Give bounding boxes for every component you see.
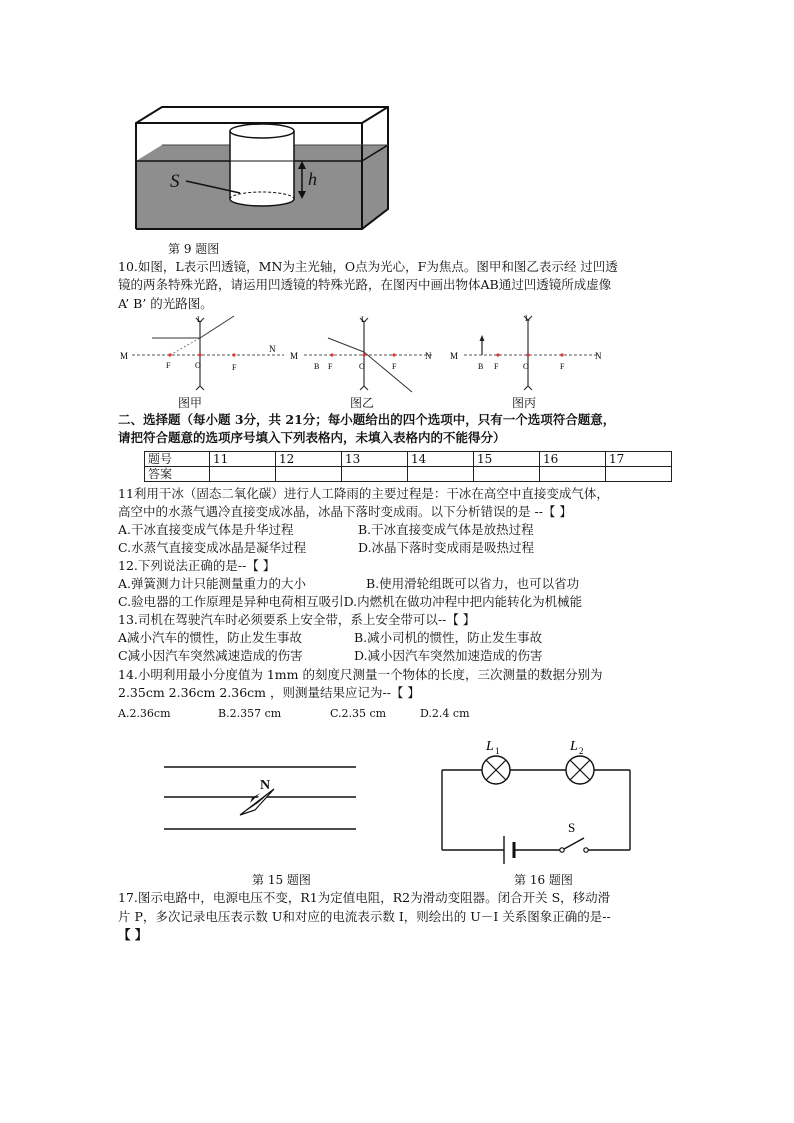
question-number: 13 <box>342 452 408 467</box>
q10-line2: 镜的两条特殊光路，请运用凹透镜的特殊光路，在图丙中画出物体AB通过凹透镜所成虚像 <box>118 277 612 292</box>
q11-line2: 高空中的水蒸气遇冷直接变成冰晶，冰晶下落时变成雨。以下分析错误的是 --【 】 <box>118 504 572 519</box>
question-number: 12 <box>276 452 342 467</box>
answer-cell[interactable] <box>408 467 474 482</box>
svg-text:M: M <box>450 351 459 361</box>
answer-cell[interactable] <box>210 467 276 482</box>
q12-optB: B.使用滑轮组既可以省力，也可以省功 <box>366 576 580 591</box>
svg-text:O: O <box>523 362 529 371</box>
q13-optD: D.减小因汽车突然加速造成的伤害 <box>354 648 543 663</box>
label-n: N <box>260 778 271 793</box>
svg-text:L: L <box>525 314 530 323</box>
svg-text:L: L <box>570 739 578 754</box>
svg-text:L: L <box>361 315 366 324</box>
q13-optB: B.减小司机的惯性，防止发生事故 <box>354 630 543 645</box>
q14-line2: 2.35cm 2.36cm 2.36cm ，则测量结果应记为--【 】 <box>118 685 420 700</box>
question-number: 11 <box>210 452 276 467</box>
q13-stem: 13.司机在驾驶汽车时必须要系上安全带，系上安全带可以--【 】 <box>118 612 476 627</box>
svg-text:F: F <box>392 362 397 371</box>
question-number: 16 <box>540 452 606 467</box>
table-row-answers <box>145 467 672 482</box>
figure-q15 <box>160 755 360 845</box>
q14-optB: B.2.357 cm <box>218 707 282 720</box>
figure-q10-jia <box>118 312 286 394</box>
answer-table <box>144 451 672 482</box>
answer-cell[interactable] <box>606 467 672 482</box>
figure-q10-yi <box>288 312 438 394</box>
svg-text:N: N <box>425 351 432 361</box>
q10-line3: A’ B’ 的光路图。 <box>118 296 213 311</box>
q14-optD: D.2.4 cm <box>420 707 470 720</box>
svg-text:S: S <box>568 820 576 835</box>
q13-optC: C减小因汽车突然减速造成的伤害 <box>118 648 303 663</box>
lamp-l1-icon <box>482 756 510 784</box>
q17-line3: 【 】 <box>118 927 148 942</box>
svg-text:L: L <box>486 739 494 754</box>
svg-text:F: F <box>328 362 333 371</box>
q12-stem: 12.下列说法正确的是--【 】 <box>118 558 276 573</box>
svg-text:F: F <box>232 363 237 372</box>
figure-q9 <box>132 101 392 233</box>
svg-text:2: 2 <box>579 746 584 756</box>
q11-optB: B.干冰直接变成气体是放热过程 <box>358 522 534 537</box>
svg-text:F: F <box>560 362 565 371</box>
q11-optA: A.干冰直接变成气体是升华过程 <box>118 522 294 537</box>
q13-optA: A减小汽车的惯性，防止发生事故 <box>118 630 303 645</box>
svg-text:M: M <box>120 351 129 361</box>
svg-text:L: L <box>197 315 202 324</box>
lamp-l2-icon <box>566 756 594 784</box>
answer-cell[interactable] <box>342 467 408 482</box>
svg-text:F: F <box>494 362 499 371</box>
svg-text:N: N <box>595 351 602 361</box>
q17-line1: 17.图示电路中，电源电压不变，R1为定值电阻，R2为滑动变阻器。闭合开关 S，移动滑 <box>118 890 611 905</box>
caption-bing: 图丙 <box>512 396 537 410</box>
switch-icon <box>560 838 588 852</box>
figure-q10-bing <box>450 312 606 394</box>
svg-text:O: O <box>195 361 201 370</box>
caption-q9: 第 9 题图 <box>168 242 220 256</box>
answer-cell[interactable] <box>540 467 606 482</box>
caption-q15: 第 15 题图 <box>252 873 311 887</box>
caption-jia: 图甲 <box>178 396 203 410</box>
q17-line2: 片 P，多次记录电压表示数 U和对应的电流表示数 I，则绘出的 U－I 关系图象正确的是-- <box>118 909 611 924</box>
q11-line1: 11利用干冰（固态二氧化碳）进行人工降雨的主要过程是：干冰在高空中直接变成气体， <box>118 486 609 501</box>
label-s: S <box>170 171 180 192</box>
q11-optC: C.水蒸气直接变成冰晶是凝华过程 <box>118 540 307 555</box>
caption-yi: 图乙 <box>350 396 375 410</box>
q12-optCD: C.验电器的工作原理是异种电荷相互吸引D.内燃机在做功冲程中把内能转化为机械能 <box>118 594 583 609</box>
q14-line1: 14.小明利用最小分度值为 1mm 的刻度尺测量一个物体的长度，三次测量的数据分别为 <box>118 667 603 682</box>
question-number: 14 <box>408 452 474 467</box>
svg-text:B: B <box>478 362 484 371</box>
svg-text:F: F <box>166 361 171 370</box>
svg-text:1: 1 <box>495 746 500 756</box>
answer-label: 答案 <box>145 467 210 482</box>
answer-cell[interactable] <box>276 467 342 482</box>
figure-q16 <box>438 736 634 864</box>
section2-line1: 二、选择题（每小题 3分，共 21分；每小题给出的四个选项中，只有一个选项符合题意， <box>118 412 616 427</box>
svg-text:B: B <box>314 362 320 371</box>
header-label: 题号 <box>145 452 210 467</box>
q14-optC: C.2.35 cm <box>330 707 387 720</box>
svg-text:N: N <box>269 344 276 354</box>
q14-optA: A.2.36cm <box>118 707 171 720</box>
section2-line2: 请把符合题意的选项序号填入下列表格内，未填入表格内的不能得分） <box>118 430 506 445</box>
question-number: 15 <box>474 452 540 467</box>
svg-text:O: O <box>359 362 365 371</box>
q10-line1: 10.如图，L表示凹透镜，MN为主光轴，O点为光心，F为焦点。图甲和图乙表示经 过凹透 <box>118 259 618 274</box>
svg-text:M: M <box>290 351 299 361</box>
table-row-numbers <box>145 452 672 467</box>
q12-optA: A.弹簧测力计只能测量重力的大小 <box>118 576 307 591</box>
q11-optD: D.冰晶下落时变成雨是吸热过程 <box>358 540 535 555</box>
answer-cell[interactable] <box>474 467 540 482</box>
caption-q16: 第 16 题图 <box>514 873 573 887</box>
question-number: 17 <box>606 452 672 467</box>
label-h: h <box>308 169 317 189</box>
battery-icon <box>504 836 514 864</box>
